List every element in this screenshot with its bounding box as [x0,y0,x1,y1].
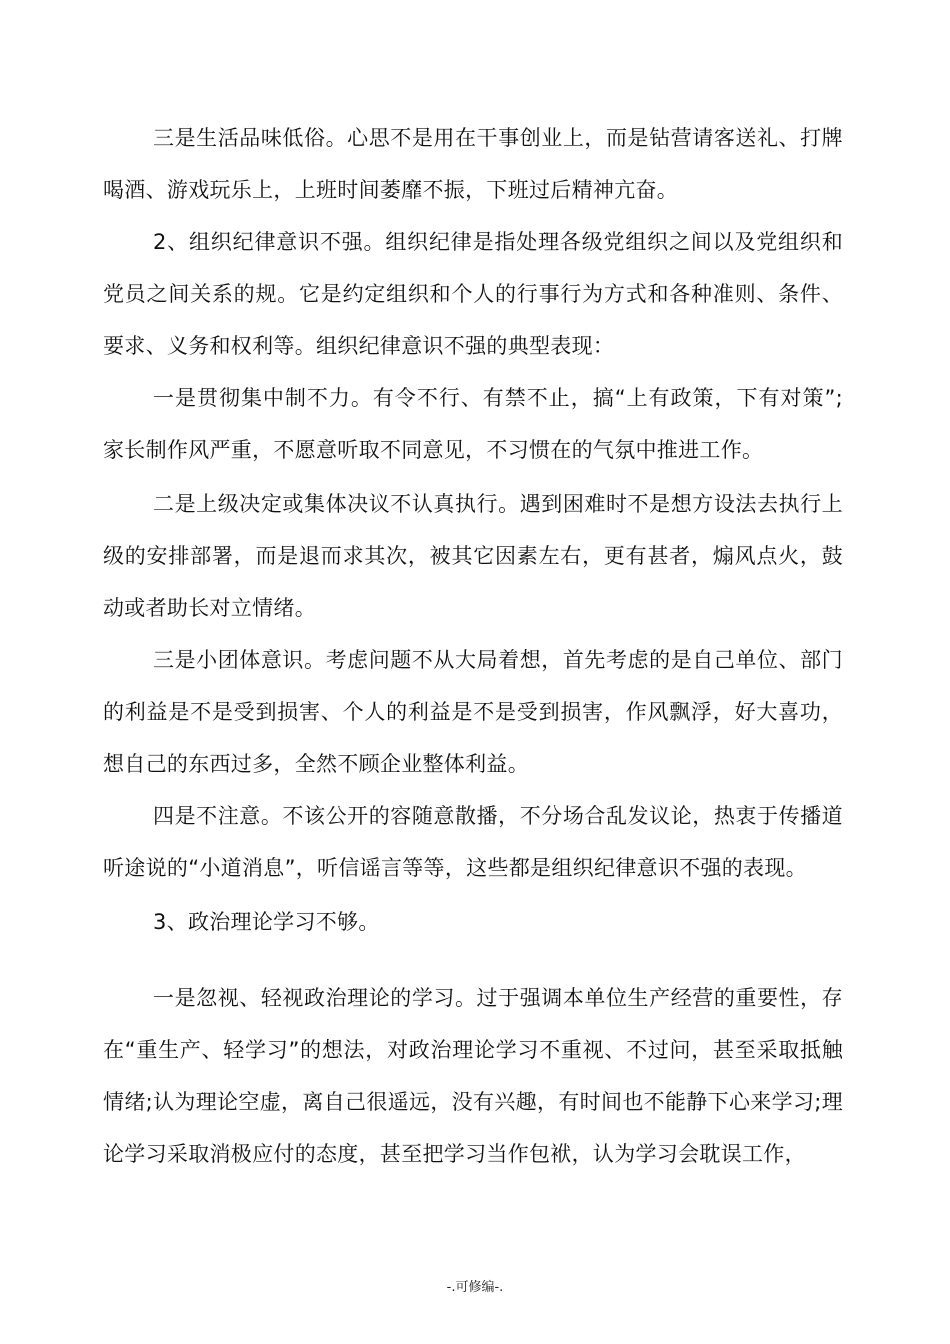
paragraph-lifestyle: 三是生活品味低俗。心思不是用在干事创业上，而是钻营请客送礼、打牌喝酒、游戏玩乐上，上班时间萎靡不振，下班过后精神亢奋。 [103,126,843,202]
page-footer: -.可修编-. [446,1280,504,1295]
paragraph-theory-heading: 3、政治理论学习不够。 [153,910,380,934]
paragraph-rumors: 四是不注意。不该公开的容随意散播，不分场合乱发议论，热衷于传播道听途说的“小道消息”，听信谣言等等，这些都是组织纪律意识不强的表现。 [103,804,843,880]
paragraph-centralism: 一是贯彻集中制不力。有令不行、有禁不止，搞“上有政策，下有对策”;家长制作风严重，不愿意听取不同意见，不习惯在的气氛中推进工作。 [103,386,843,462]
paragraph-discipline-heading: 2、组织纪律意识不强。组织纪律是指处理各级党组织之间以及党组织和党员之间关系的规。它是约定组织和个人的行事行为方式和各种准则、条件、要求、义务和权利等。组织纪律意识不强的典型表现： [103,230,843,358]
paragraph-small-group: 三是小团体意识。考虑问题不从大局着想，首先考虑的是自己单位、部门的利益是不是受到损害、个人的利益是不是受到损害，作风飘浮，好大喜功，想自己的东西过多，全然不顾企业整体利益。 [103,648,843,776]
paragraph-decision-execution: 二是上级决定或集体决议不认真执行。遇到困难时不是想方设法去执行上级的安排部署，而是退而求其次，被其它因素左右，更有甚者，煽风点火，鼓动或者助长对立情绪。 [103,492,843,620]
paragraph-theory-neglect: 一是忽视、轻视政治理论的学习。过于强调本单位生产经营的重要性，存在“重生产、轻学习”的想法，对政治理论学习不重视、不过问，甚至采取抵触情绪;认为理论空虚，离自己很遥远，没有兴趣，有时间也不能静下心来学习;理论学习采取消极应付的态度，甚至把学习当作包袱，认为学习会耽误工作， [103,986,843,1166]
